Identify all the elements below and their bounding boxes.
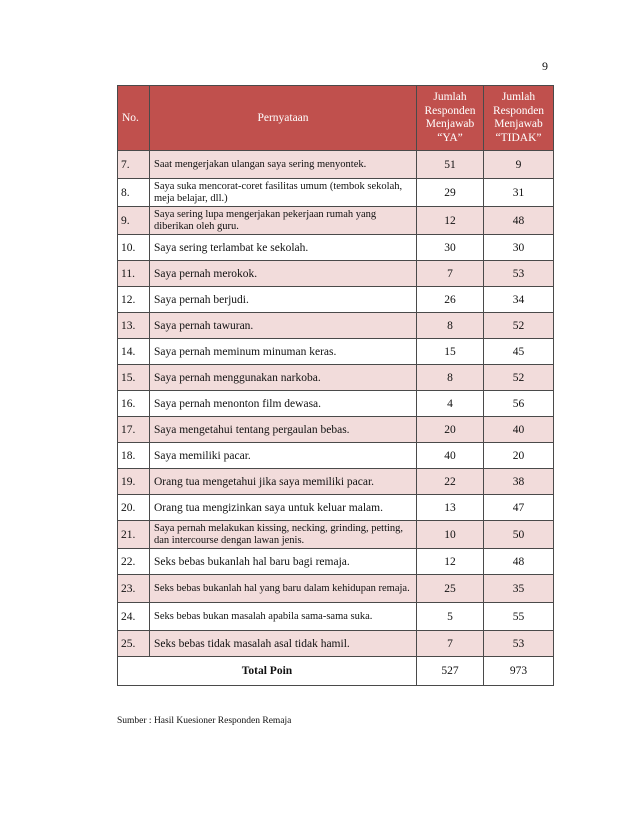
table-row <box>118 469 554 495</box>
table-row <box>118 631 554 657</box>
row-tidak-count: 48 <box>484 549 554 575</box>
row-statement: Saya pernah menonton film dewasa. <box>150 391 417 417</box>
row-ya-count: 26 <box>417 287 484 313</box>
row-tidak-count: 47 <box>484 495 554 521</box>
header-ya-line: “YA” <box>437 131 463 144</box>
table-row <box>118 151 554 179</box>
row-ya-count: 30 <box>417 235 484 261</box>
row-statement: Saya sering lupa mengerjakan pekerjaan rumah yang diberikan oleh guru. <box>150 207 417 235</box>
row-statement: Orang tua mengetahui jika saya memiliki pacar. <box>150 469 417 495</box>
row-number: 12. <box>118 287 150 313</box>
row-statement: Saya sering terlambat ke sekolah. <box>150 235 417 261</box>
total-row <box>118 657 554 686</box>
row-number: 25. <box>118 631 150 657</box>
row-tidak-count: 48 <box>484 207 554 235</box>
header-ya-line: Responden <box>424 104 476 117</box>
row-tidak-count: 20 <box>484 443 554 469</box>
row-tidak-count: 53 <box>484 631 554 657</box>
survey-table <box>117 85 554 686</box>
header-tidak-line: Jumlah <box>501 91 536 103</box>
table-row <box>118 521 554 549</box>
row-number: 14. <box>118 339 150 365</box>
row-tidak-count: 55 <box>484 603 554 631</box>
row-ya-count: 29 <box>417 179 484 207</box>
row-tidak-count: 45 <box>484 339 554 365</box>
table-row <box>118 603 554 631</box>
table-row <box>118 417 554 443</box>
table-row <box>118 313 554 339</box>
table-row <box>118 549 554 575</box>
row-statement: Saya suka mencorat-coret fasilitas umum (tembok sekolah, meja belajar, dll.) <box>150 179 417 207</box>
total-ya: 527 <box>417 657 484 686</box>
table-header-row <box>118 86 554 151</box>
row-tidak-count: 38 <box>484 469 554 495</box>
row-ya-count: 7 <box>417 261 484 287</box>
row-statement: Saya mengetahui tentang pergaulan bebas. <box>150 417 417 443</box>
row-number: 17. <box>118 417 150 443</box>
row-ya-count: 12 <box>417 549 484 575</box>
row-ya-count: 4 <box>417 391 484 417</box>
table-row <box>118 339 554 365</box>
row-statement: Saya memiliki pacar. <box>150 443 417 469</box>
row-number: 24. <box>118 603 150 631</box>
row-ya-count: 40 <box>417 443 484 469</box>
table-row <box>118 365 554 391</box>
row-tidak-count: 34 <box>484 287 554 313</box>
header-no: No. <box>118 86 150 151</box>
table-row <box>118 443 554 469</box>
row-ya-count: 20 <box>417 417 484 443</box>
row-tidak-count: 53 <box>484 261 554 287</box>
row-statement: Saya pernah berjudi. <box>150 287 417 313</box>
row-tidak-count: 35 <box>484 575 554 603</box>
source-note: Sumber : Hasil Kuesioner Responden Remaja <box>117 716 292 726</box>
row-statement: Seks bebas bukan masalah apabila sama-sama suka. <box>150 603 417 631</box>
row-statement: Saya pernah melakukan kissing, necking, grinding, petting, dan intercourse dengan lawan jenis. <box>150 521 417 549</box>
table-row <box>118 261 554 287</box>
row-number: 23. <box>118 575 150 603</box>
row-ya-count: 7 <box>417 631 484 657</box>
table-row <box>118 207 554 235</box>
row-number: 22. <box>118 549 150 575</box>
row-tidak-count: 52 <box>484 365 554 391</box>
row-number: 18. <box>118 443 150 469</box>
header-tidak-line: Responden <box>492 104 545 117</box>
row-ya-count: 15 <box>417 339 484 365</box>
row-number: 20. <box>118 495 150 521</box>
table-row <box>118 235 554 261</box>
row-tidak-count: 52 <box>484 313 554 339</box>
table-row <box>118 179 554 207</box>
header-tidak-line: “TIDAK” <box>495 131 542 144</box>
table-body <box>118 151 554 657</box>
row-number: 10. <box>118 235 150 261</box>
row-tidak-count: 9 <box>484 151 554 179</box>
total-label: Total Poin <box>118 657 417 686</box>
row-number: 21. <box>118 521 150 549</box>
row-statement: Seks bebas bukanlah hal baru bagi remaja. <box>150 549 417 575</box>
row-number: 8. <box>118 179 150 207</box>
row-tidak-count: 31 <box>484 179 554 207</box>
row-statement: Orang tua mengizinkan saya untuk keluar malam. <box>150 495 417 521</box>
row-tidak-count: 56 <box>484 391 554 417</box>
header-tidak <box>484 86 554 151</box>
table-row <box>118 575 554 603</box>
row-ya-count: 5 <box>417 603 484 631</box>
row-statement: Saya pernah menggunakan narkoba. <box>150 365 417 391</box>
total-tidak: 973 <box>484 657 554 686</box>
table-row <box>118 495 554 521</box>
row-statement: Saya pernah tawuran. <box>150 313 417 339</box>
row-number: 7. <box>118 151 150 179</box>
row-number: 11. <box>118 261 150 287</box>
row-ya-count: 22 <box>417 469 484 495</box>
row-statement: Saya pernah merokok. <box>150 261 417 287</box>
row-statement: Saya pernah meminum minuman keras. <box>150 339 417 365</box>
header-ya-line: Jumlah <box>433 91 467 103</box>
row-ya-count: 10 <box>417 521 484 549</box>
page-number: 9 <box>542 59 548 73</box>
header-ya <box>417 86 484 151</box>
row-ya-count: 8 <box>417 313 484 339</box>
header-ya-line: Menjawab <box>425 118 475 130</box>
row-statement: Saat mengerjakan ulangan saya sering menyontek. <box>150 151 417 179</box>
row-tidak-count: 30 <box>484 235 554 261</box>
row-tidak-count: 50 <box>484 521 554 549</box>
row-ya-count: 51 <box>417 151 484 179</box>
row-statement: Seks bebas tidak masalah asal tidak hamil. <box>150 631 417 657</box>
row-number: 19. <box>118 469 150 495</box>
table-row <box>118 391 554 417</box>
row-number: 13. <box>118 313 150 339</box>
row-statement: Seks bebas bukanlah hal yang baru dalam kehidupan remaja. <box>150 575 417 603</box>
row-tidak-count: 40 <box>484 417 554 443</box>
row-ya-count: 12 <box>417 207 484 235</box>
row-number: 15. <box>118 365 150 391</box>
row-number: 9. <box>118 207 150 235</box>
table-row <box>118 287 554 313</box>
row-ya-count: 8 <box>417 365 484 391</box>
header-tidak-line: Menjawab <box>494 118 543 130</box>
row-ya-count: 25 <box>417 575 484 603</box>
row-ya-count: 13 <box>417 495 484 521</box>
header-statement: Pernyataan <box>150 86 417 151</box>
row-number: 16. <box>118 391 150 417</box>
